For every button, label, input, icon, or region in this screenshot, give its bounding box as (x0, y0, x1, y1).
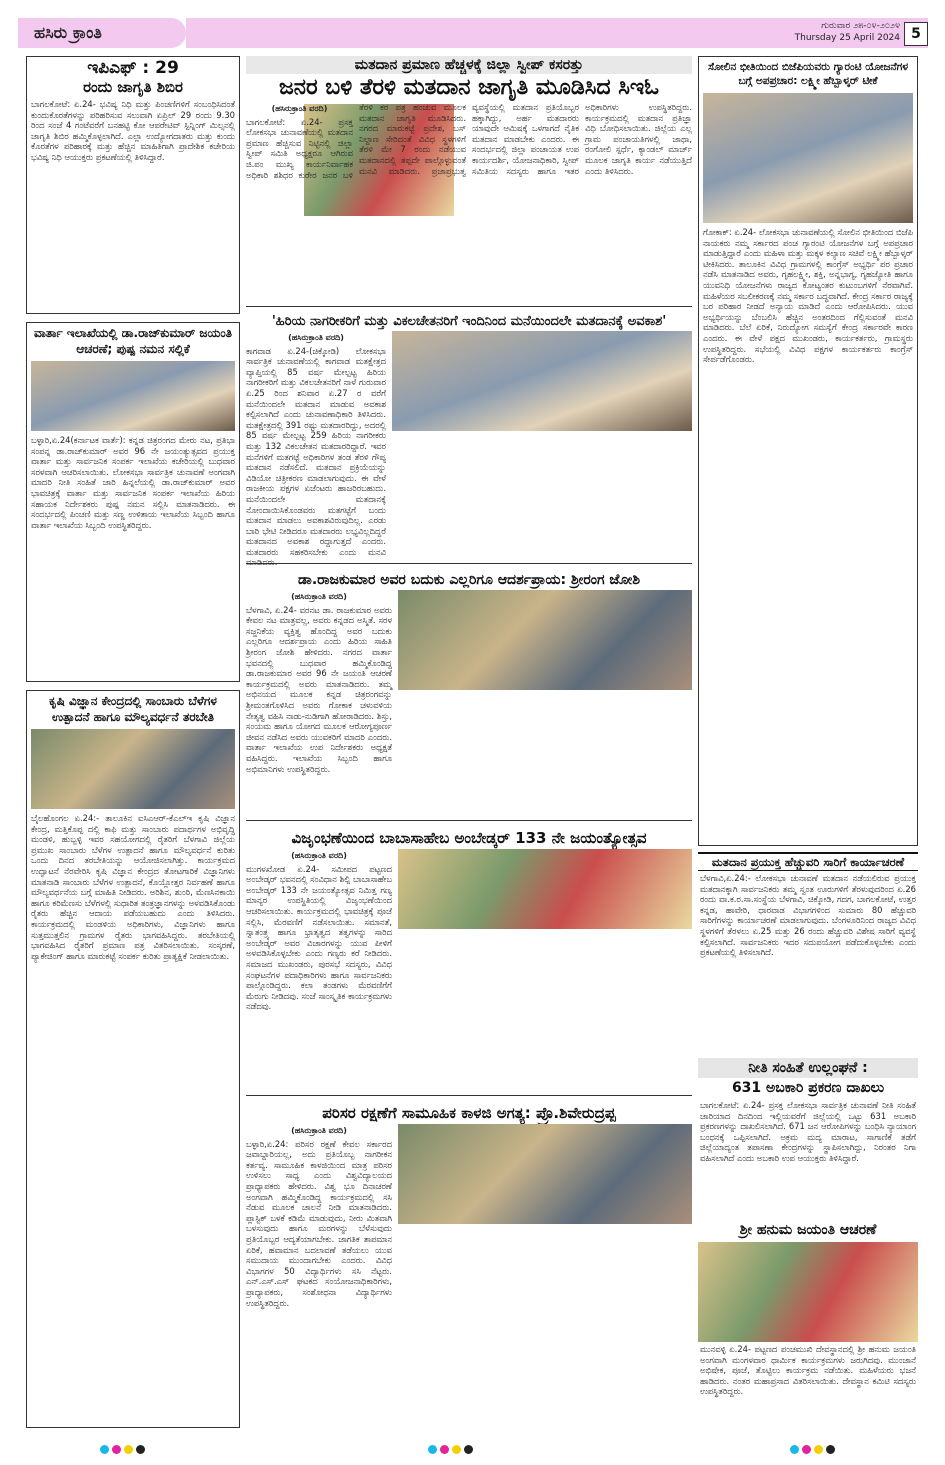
header-band (186, 18, 928, 48)
bus-story (698, 852, 918, 1052)
hebbalkar-headline: ಸೋಲಿನ ಭೀತಿಯಿಂದ ಬಿಜೆಪಿಯವರು ಗ್ಯಾರಂಟಿ ಯೋಜನೆಗಳ ಬಗ್ಗೆ ಅಪಪ್ರಚಾರ: ಲಕ್ಷ್ಮೀ ಹೆಬ್ಬಾಳ್ಕರ್ ಟೀಕೆ (707, 61, 909, 87)
joshi-byline: (ಹಸಿರುಕ್ರಾಂತಿ ವರದಿ) (291, 592, 347, 601)
left-column (26, 56, 240, 1428)
environment-story (246, 1102, 692, 1402)
black-dot (826, 1445, 835, 1454)
hanuma-story (698, 1220, 918, 1422)
issue-date-kn: ಗುರುವಾರ ೨೫-೦೪-೨೦೨೪ (821, 21, 900, 31)
environment-body-wrap (246, 1124, 392, 1400)
rajkumar-info-story (26, 322, 240, 682)
ambedkar-body: ಮುಗಳಖೋಡ ಏ.24- ಸಮೀಪದ ಪಟ್ಟಣದ ಅಂಬೇಡ್ಕರ್ ಭವನದಲ್ಲಿ ಸಂವಿಧಾನ ಶಿಲ್ಪಿ ಬಾಬಾಸಾಹೇಬ ಅಂಬೇಡ್ಕರ್ 133 ನೇ ಜಯಂತ್ಯೋತ್ಸವ ನಿಮಿತ್ತ ಗಣ್ಯ ಮಾನ್ಯರ ಉಪಸ್ಥಿತಿಯಲ್ಲಿ ವಿಜೃಂಭಣೆಯಿಂದ ಆಚರಿಸಲಾಯಿತು. ಕಾರ್ಯಕ್ರಮದಲ್ಲಿ ಭಾವಚಿತ್ರಕ್ಕೆ ಪೂಜೆ ಸಲ್ಲಿಸಿ, ಮೆರವಣಿಗೆ ನಡೆಸಲಾಯಿತು. ಸಮಾನತೆ, ಸ್ವಾತಂತ್ರ್ಯ ಹಾಗೂ ಭ್ರಾತೃತ್ವದ ತತ್ವಗಳನ್ನು ಸಾರಿದ ಅಂಬೇಡ್ಕರ್ ಅವರ ವಿಚಾರಗಳನ್ನು ಯುವ ಪೀಳಿಗೆ ಅಳವಡಿಸಿಕೊಳ್ಳಬೇಕು ಎಂದು ಗಣ್ಯರು ಕರೆ ನೀಡಿದರು. ಸಮಾಜದ ಮುಖಂಡರು, ಪುರಸಭೆ ಸದಸ್ಯರು, ವಿವಿಧ ಸಂಘಟನೆಗಳ ಪದಾಧಿಕಾರಿಗಳು ಹಾಗೂ ಸಾರ್ವಜನಿಕರು ಪಾಲ್ಗೊಂಡಿದ್ದರು. ಕಲಾ ತಂಡಗಳು ಮೆರವಣಿಗೆಗೆ ಮೆರುಗು ನೀಡಿದವು. ಸಂಜೆ ಸಾಂಸ್ಕೃತಿಕ ಕಾರ್ಯಕ್ರಮಗಳು ನಡೆದವು. (246, 863, 392, 1012)
magenta-dot (440, 1445, 449, 1454)
black-dot (464, 1445, 473, 1454)
bus-headline: ಮತದಾನ ಪ್ರಯುಕ್ತ ಹೆಚ್ಚುವರಿ ಸಾರಿಗೆ ಕಾರ್ಯಾಚರಣೆ (698, 852, 918, 871)
right-column (698, 56, 918, 1428)
kvk-story (26, 690, 240, 1428)
environment-photo (398, 1124, 692, 1224)
joshi-body: ಬೆಳಗಾವಿ, ಏ.24- ವರನಟ ಡಾ. ರಾಜಕುಮಾರ ಅವರು ಕೇವಲ ನಟ ಮಾತ್ರವಲ್ಲ, ಅವರು ಕನ್ನಡದ ಅಸ್ಮಿತೆ. ಸರಳ ಸಜ್ಜನಿಕೆಯ ವ್ಯಕ್ತಿತ್ವ ಹೊಂದಿದ್ದ ಅವರ ಬದುಕು ಎಲ್ಲರಿಗೂ ಆದರ್ಶಪ್ರಾಯ ಎಂದು ಹಿರಿಯ ಸಾಹಿತಿ ಶ್ರೀರಂಗ ಜೋಶಿ ಹೇಳಿದರು. ನಗರದ ವಾರ್ತಾ ಭವನದಲ್ಲಿ ಬುಧವಾರ ಹಮ್ಮಿಕೊಂಡಿದ್ದ ಡಾ.ರಾಜಕುಮಾರ ಅವರ 96 ನೇ ಜಯಂತಿ ಆಚರಣೆ ಕಾರ್ಯಕ್ರಮದಲ್ಲಿ ಅವರು ಮಾತನಾಡಿದರು. ತಮ್ಮ ಅಭಿನಯದ ಮೂಲಕ ಕನ್ನಡ ಚಿತ್ರರಂಗವನ್ನು ಶ್ರೀಮಂತಗೊಳಿಸಿದ ಅವರು ಗೋಕಾಕ ಚಳುವಳಿಯ ನೇತೃತ್ವ ವಹಿಸಿ ನಾಡು-ನುಡಿಗಾಗಿ ಹೋರಾಡಿದರು. ಶಿಸ್ತು, ಸಂಯಮ ಹಾಗೂ ಯೋಗದ ಮೂಲಕ ಆರೋಗ್ಯಪೂರ್ಣ ಜೀವನ ನಡೆಸಿದ ಅವರು ಯುವಕರಿಗೆ ಮಾದರಿ ಎಂದರು. ವಾರ್ತಾ ಇಲಾಖೆಯ ಉಪ ನಿರ್ದೇಶಕರು ಅಧ್ಯಕ್ಷತೆ ವಹಿಸಿದ್ದರು. ಇಲಾಖೆಯ ಸಿಬ್ಬಂದಿ ಹಾಗೂ ಅಭಿಮಾನಿಗಳು ಉಪಸ್ಥಿತರಿದ್ದರು. (246, 604, 392, 774)
ambedkar-story (246, 827, 692, 1096)
cyan-dot (428, 1445, 437, 1454)
cyan-dot (790, 1445, 799, 1454)
page-number: 5 (904, 22, 928, 46)
home-voting-photo (392, 331, 692, 431)
kvk-body: ಬೈಲಹೊಂಗಲ ಏ.24:- ತಾಲೂಕಿನ ಐಸಿಎಆರ್-ಕೆಎಲ್‍ಇ ಕೃಷಿ ವಿಜ್ಞಾನ ಕೇಂದ್ರ, ಮತ್ತಿಕೊಪ್ಪ ದಲ್ಲಿ ಕಾಫಿ ಮತ್ತು ಸಾಂಬಾರು ಪದಾರ್ಥಗಳ ಅಭಿವೃದ್ಧಿ ಮಂಡಳಿ, ಹುಬ್ಬಳ್ಳಿ ಇವರ ಸಹಯೋಗದಲ್ಲಿ ರೈತರಿಗೆ ಬೆಳಗಾವಿ ಜಿಲ್ಲೆಯ ಪ್ರಮುಖ ಸಾಂಬಾರು ಬೆಳೆಗಳ ಉತ್ಪಾದನೆ ಹಾಗೂ ಮೌಲ್ಯವರ್ಧನೆ ಕುರಿತು ಒಂದು ದಿನದ ತರಬೇತಿಯನ್ನು ಆಯೋಜಿಸಲಾಗಿತ್ತು. ಕಾರ್ಯಕ್ರಮದ ಉದ್ಘಾಟನೆ ನೆರವೇರಿಸಿ ಕೃಷಿ ವಿಜ್ಞಾನ ಕೇಂದ್ರದ ತೋಟಗಾರಿಕೆ ವಿಜ್ಞಾನಿಗಳು ಮಾತನಾಡಿ ಸಾಂಬಾರು ಬೆಳೆಗಳ ಉತ್ಪಾದನೆ, ಕೊಯ್ಲೋತ್ತರ ನಿರ್ವಹಣೆ ಹಾಗೂ ಮೌಲ್ಯವರ್ಧನೆಯ ಬಗ್ಗೆ ಮಾಹಿತಿ ನೀಡಿದರು. ಅರಿಶಿನ, ಶುಂಠಿ, ಮೆಣಸಿನಕಾಯಿ ಹಾಗೂ ಕರಿಮೆಣಸು ಬೆಳೆಗಳಲ್ಲಿ ಸುಧಾರಿತ ತಂತ್ರಜ್ಞಾನಗಳನ್ನು ಅಳವಡಿಸಿಕೊಂಡು ರೈತರು ಹೆಚ್ಚಿನ ಆದಾಯ ಪಡೆಯಬಹುದು ಎಂದು ತಿಳಿಸಿದರು. ಕಾರ್ಯಕ್ರಮದಲ್ಲಿ ಮಂಡಳಿಯ ಅಧಿಕಾರಿಗಳು, ವಿಜ್ಞಾನಿಗಳು ಹಾಗೂ ಸುತ್ತಮುತ್ತಲಿನ ಗ್ರಾಮಗಳ ರೈತರು ಭಾಗವಹಿಸಿದ್ದರು. ತರಬೇತಿಯಲ್ಲಿ ಭಾಗವಹಿಸಿದ ರೈತರಿಗೆ ಪ್ರಮಾಣ ಪತ್ರ ವಿತರಿಸಲಾಯಿತು. ಸಂಸ್ಕರಣೆ, ಪ್ಯಾಕೇಜಿಂಗ್ ಹಾಗೂ ಮಾರುಕಟ್ಟೆ ಸಂಪರ್ಕ ಕುರಿತು ಪ್ರಾತ್ಯಕ್ಷಿಕೆ ನೀಡಲಾಯಿತು. (31, 813, 235, 961)
hebbalkar-photo (703, 93, 913, 223)
ambedkar-photo (398, 849, 692, 929)
sveep-body-wrap (246, 102, 692, 298)
center-column (246, 56, 692, 1428)
hanuma-headline: ಶ್ರೀ ಹನುಮ ಜಯಂತಿ ಆಚರಣೆ (739, 1222, 877, 1238)
joshi-photo (398, 590, 692, 690)
ambedkar-body-wrap (246, 849, 392, 1089)
sveep-body: ಬಾಗಲಕೋಟೆ: ಏ.24- ಪ್ರಸಕ್ತ ಲೋಕಸಭಾ ಚುನಾವಣೆಯಲ್ಲಿ ಮತದಾನ ಪ್ರಮಾಣ ಹೆಚ್ಚಿಸುವ ನಿಟ್ಟಿನಲ್ಲಿ ಜಿಲ್ಲಾ ಸ್ವೀಪ್ ಸಮಿತಿ ಅಧ್ಯಕ್ಷರೂ ಆಗಿರುವ ಜಿ.ಪಂ ಮುಖ್ಯ ಕಾರ್ಯನಿರ್ವಾಹಕ ಅಧಿಕಾರಿ ಶಶಿಧರ ಕುರೇರ ಜನರ ಬಳಿ ತೆರಳಿ ಕರ ಪತ್ರ ಹಂಚುವ ಮೂಲಕ ಮತದಾನ ಜಾಗೃತಿ ಮೂಡಿಸಿದರು. ನಗರದ ಮಾರುಕಟ್ಟೆ ಪ್ರದೇಶ, ಬಸ್ ನಿಲ್ದಾಣ ಸೇರಿದಂತೆ ವಿವಿಧ ಸ್ಥಳಗಳಿಗೆ ತೆರಳಿ ಮೇ 7 ರಂದು ನಡೆಯುವ ಮತದಾನದಲ್ಲಿ ತಪ್ಪದೇ ಪಾಲ್ಗೊಳ್ಳುವಂತೆ ಮನವಿ ಮಾಡಿದರು. ಪ್ರಜಾಪ್ರಭುತ್ವ ವ್ಯವಸ್ಥೆಯಲ್ಲಿ ಮತದಾನ ಪ್ರತಿಯೊಬ್ಬರ ಹಕ್ಕಾಗಿದ್ದು, ಅರ್ಹ ಮತದಾರರು ಯಾವುದೇ ಆಮಿಷಕ್ಕೆ ಒಳಗಾಗದೆ ನೈತಿಕ ಮತದಾನ ಮಾಡಬೇಕು ಎಂದರು. ಈ ಸಂದರ್ಭದಲ್ಲಿ ಜಿಲ್ಲಾ ಪಂಚಾಯತ ಉಪ ಕಾರ್ಯದರ್ಶಿ, ಯೋಜನಾಧಿಕಾರಿ, ಸ್ವೀಪ್ ಸಮಿತಿಯ ಸದಸ್ಯರು ಹಾಗೂ ಇತರ ಅಧಿಕಾರಿಗಳು ಉಪಸ್ಥಿತರಿದ್ದರು. ಕಾರ್ಯಕ್ರಮದಲ್ಲಿ ಮತದಾನ ಪ್ರತಿಜ್ಞಾ ವಿಧಿ ಬೋಧಿಸಲಾಯಿತು. ಜಿಲ್ಲೆಯ ಎಲ್ಲ ಗ್ರಾಮ ಪಂಚಾಯತಿಗಳಲ್ಲಿ ಜಾಥಾ, ರಂಗೋಲಿ ಸ್ಪರ್ಧೆ, ಕ್ಯಾಂಡಲ್ ಮಾರ್ಚ್ ಮೂಲಕ ಜಾಗೃತಿ ಕಾರ್ಯ ನಡೆಯುತ್ತಿದೆ ಎಂದು ತಿಳಿಸಿದರು. (246, 102, 692, 180)
masthead (18, 18, 186, 48)
home-voting-body: ಕಾಗವಾಡ ಏ.24-(ಚಿಕ್ಕೋಡಿ) ಲೋಕಸಭಾ ಸಾರ್ವತ್ರಿಕ ಚುನಾವಣೆಯಲ್ಲಿ ಕಾಗವಾಡ ಮತಕ್ಷೇತ್ರದ ವ್ಯಾಪ್ತಿಯಲ್ಲಿ 85 ವರ್ಷ ಮೇಲ್ಪಟ್ಟ ಹಿರಿಯ ನಾಗರೀಕರಿಗೆ ಮತ್ತು ವಿಕಲಚೇತನರಿಗೆ ನಾಳೆ ಗುರುವಾರ ಏ.25 ರಿಂದ ಶನಿವಾರ ಏ.27 ರ ವರೆಗೆ ಮನೆಯಿಂದಲೇ ಮತದಾನ ಮಾಡುವ ಅವಕಾಶ ಕಲ್ಪಿಸಲಾಗಿದೆ ಎಂದು ಚುನಾವಣಾಧಿಕಾರಿ ತಿಳಿಸಿದರು. ಮತಕ್ಷೇತ್ರದಲ್ಲಿ 391 ರಷ್ಟು ಮತದಾರರಿದ್ದು, ಅದರಲ್ಲಿ 85 ವರ್ಷ ಮೇಲ್ಪಟ್ಟ 259 ಹಿರಿಯ ನಾಗರೀಕರು ಮತ್ತು 132 ವಿಕಲಚೇತನ ಮತದಾರರಿದ್ದಾರೆ. ಇವರ ಮನೆಗಳಿಗೆ ಮತಗಟ್ಟೆ ಅಧಿಕಾರಿಗಳ ತಂಡ ತೆರಳಿ ಗೌಪ್ಯ ಮತದಾನ ನಡೆಸಲಿದೆ. ಮತದಾನ ಪ್ರಕ್ರಿಯೆಯನ್ನು ವಿಡಿಯೋ ಚಿತ್ರೀಕರಣ ಮಾಡಲಾಗುವುದು. ಈ ವೇಳೆ ರಾಜಕೀಯ ಪಕ್ಷಗಳ ಏಜೆಂಟರು ಹಾಜರಿರಬಹುದು. ಮನೆಯಿಂದಲೇ ಮತದಾನಕ್ಕೆ ನೋಂದಾಯಿಸಿಕೊಂಡವರು ಮತಗಟ್ಟೆಗೆ ಬಂದು ಮತದಾನ ಮಾಡಲು ಅವಕಾಶವಿರುವುದಿಲ್ಲ. ಎರಡು ಬಾರಿ ಭೇಟಿ ನೀಡಿದರೂ ಮತದಾರರು ಲಭ್ಯವಿಲ್ಲದಿದ್ದರೆ ಮತದಾನದ ಅವಕಾಶ ರದ್ದಾಗುತ್ತದೆ ಎಂದರು. ಮತದಾರರು ಸಹಕರಿಸಬೇಕು ಎಂದು ಮನವಿ ಮಾಡಿದರು. (246, 345, 386, 568)
joshi-body-wrap (246, 590, 392, 814)
home-voting-byline: (ಹಸಿರುಕ್ರಾಂತಿ ವರದಿ) (288, 333, 344, 342)
epf-headline: ಇಪಿಎಫ್ : 29 (87, 58, 179, 78)
excise-subheadline: 631 ಅಬಕಾರಿ ಪ್ರಕರಣ ದಾಖಲು (731, 1080, 885, 1096)
page-header (18, 18, 928, 48)
environment-byline: (ಹಸಿರುಕ್ರಾಂತಿ ವರದಿ) (291, 1126, 347, 1135)
joshi-headline: ಡಾ.ರಾಜಕುಮಾರ ಅವರ ಬದುಕು ಎಲ್ಲರಿಗೂ ಆದರ್ಶಪ್ರಾಯ: ಶ್ರೀರಂಗ ಜೋಶಿ (298, 572, 640, 588)
excise-body: ಬಾಗಲಕೋಟೆ: ಏ.24- ಪ್ರಸಕ್ತ ಲೋಕಸಭಾ ಸಾರ್ವತ್ರಿಕ ಚುನಾವಣೆ ನೀತಿ ಸಂಹಿತೆ ಜಾರಿಯಾದ ದಿನದಿಂದ ಇಲ್ಲಿಯವರೆಗೆ ಜಿಲ್ಲೆಯಲ್ಲಿ ಒಟ್ಟು 631 ಅಬಕಾರಿ ಪ್ರಕರಣಗಳನ್ನು ದಾಖಲಿಸಲಾಗಿದೆ. 671 ಜನ ಆರೋಪಿಗಳನ್ನು ಬಂಧಿಸಿ ನ್ಯಾಯಾಂಗ ಬಂಧನಕ್ಕೆ ಒಪ್ಪಿಸಲಾಗಿದೆ. ಅಕ್ರಮ ಮದ್ಯ ಮಾರಾಟ, ಸಾಗಾಣಿಕೆ ತಡೆಗೆ ಜಿಲ್ಲೆಯಾದ್ಯಂತ ತಪಾಸಣಾ ಕೇಂದ್ರಗಳನ್ನು ಸ್ಥಾಪಿಸಲಾಗಿದ್ದು, ನಿರಂತರ ನಿಗಾ ವಹಿಸಲಾಗಿದೆ ಎಂದು ಅಬಕಾರಿ ಉಪ ಆಯುಕ್ತರು ತಿಳಿಸಿದ್ದಾರೆ. (700, 1100, 916, 1163)
issue-date-en: Thursday 25 April 2024 (794, 33, 900, 43)
registration-dots-center (428, 1439, 476, 1449)
kvk-photo (31, 729, 235, 809)
hanuma-photo (698, 1242, 918, 1342)
environment-body: ಬಳ್ಳಾರಿ,ಏ.24: ಪರಿಸರ ರಕ್ಷಣೆ ಕೇವಲ ಸರ್ಕಾರದ ಜವಾಬ್ದಾರಿಯಲ್ಲ, ಅದು ಪ್ರತಿಯೊಬ್ಬ ನಾಗರೀಕನ ಕರ್ತವ್ಯ. ಸಾಮೂಹಿಕ ಕಾಳಜಿಯಿಂದ ಮಾತ್ರ ಪರಿಸರ ಉಳಿಸಲು ಸಾಧ್ಯ ಎಂದು ವಿಶ್ವವಿದ್ಯಾಲಯದ ಪ್ರಾಧ್ಯಾಪಕರು ಹೇಳಿದರು. ವಿಶ್ವ ಭೂ ದಿನಾಚರಣೆ ಅಂಗವಾಗಿ ಹಮ್ಮಿಕೊಂಡಿದ್ದ ಕಾರ್ಯಕ್ರಮದಲ್ಲಿ ಸಸಿ ನೆಡುವ ಮೂಲಕ ಚಾಲನೆ ನೀಡಿ ಮಾತನಾಡಿದರು. ಪ್ಲಾಸ್ಟಿಕ್ ಬಳಕೆ ಕಡಿಮೆ ಮಾಡುವುದು, ನೀರು ಮಿತವಾಗಿ ಬಳಸುವುದು ಹಾಗೂ ಮರಗಳನ್ನು ಬೆಳೆಸುವುದು ಪ್ರತಿಯೊಬ್ಬರ ಆದ್ಯತೆಯಾಗಬೇಕು. ಜಾಗತಿಕ ತಾಪಮಾನ ಏರಿಕೆ, ಹವಾಮಾನ ಬದಲಾವಣೆ ತಡೆಯಲು ಯುವ ಸಮುದಾಯ ಮುಂದಾಗಬೇಕು ಎಂದರು. ವಿವಿಧ ವಿಭಾಗಗಳ 50 ವಿದ್ಯಾರ್ಥಿಗಳು ಸಸಿ ನೆಟ್ಟರು. ಎನ್.ಎಸ್.ಎಸ್ ಘಟಕದ ಸಂಯೋಜನಾಧಿಕಾರಿಗಳು, ಪ್ರಾಧ್ಯಾಪಕರು, ಸಂಶೋಧನಾ ವಿದ್ಯಾರ್ಥಿಗಳು ಉಪಸ್ಥಿತರಿದ್ದರು. (246, 1138, 392, 1308)
rajkumar-info-body: ಬಳ್ಳಾರಿ,ಏ.24(ಕರ್ನಾಟಕ ವಾರ್ತೆ): ಕನ್ನಡ ಚಿತ್ರರಂಗದ ಮೇರು ನಟ, ಪ್ರತಿಭಾ ಸಂಪನ್ನ ಡಾ.ರಾಜ್‍ಕುಮಾರ್ ಅವರ 96 ನೇ ಜಯಂತ್ಯುತ್ಸವದ ಪ್ರಯುಕ್ತ ವಾರ್ತಾ ಮತ್ತು ಸಾರ್ವಜನಿಕ ಸಂಪರ್ಕ ಇಲಾಖೆಯ ಕಚೇರಿಯಲ್ಲಿ ಬುಧವಾರ ಸರಳವಾಗಿ ಆಚರಿಸಲಾಯಿತು. ಲೋಕಸಭಾ ಸಾರ್ವತ್ರಿಕ ಚುನಾವಣೆ ಅಂಗವಾಗಿ ಮಾದರಿ ನೀತಿ ಸಂಹಿತೆ ಜಾರಿ ಹಿನ್ನಲೆಯಲ್ಲಿ ಡಾ.ರಾಜ್‍ಕುಮಾರ್ ಅವರ ಭಾವಚಿತ್ರಕ್ಕೆ ವಾರ್ತಾ ಮತ್ತು ಸಾರ್ವಜನಿಕ ಸಂಪರ್ಕ ಇಲಾಖೆಯ ಹಿರಿಯ ಸಹಾಯಕ ನಿರ್ದೇಶಕರು ಪುಷ್ಪ ನಮನ ಸಲ್ಲಿಸಿ ಮಾತನಾಡಿದರು. ಈ ಸಂದರ್ಭದಲ್ಲಿ ಪಿಂಚಣಿ ಮತ್ತು ಸಣ್ಣ ಉಳಿತಾಯ ಇಲಾಖೆಯ ಸಿಬ್ಬಂದಿ ಹಾಗೂ ವಾರ್ತಾ ಇಲಾಖೆಯ ಸಿಬ್ಬಂದಿ ಉಪಸ್ಥಿತರಿದ್ದರು. (31, 435, 235, 530)
hebbalkar-story (698, 56, 918, 846)
home-voting-headline: 'ಹಿರಿಯ ನಾಗರೀಕರಿಗೆ ಮತ್ತು ವಿಕಲಚೇತನರಿಗೆ ಇಂದಿನಿಂದ ಮನೆಯಿಂದಲೇ ಮತದಾನಕ್ಕೆ ಅವಕಾಶ' (271, 314, 667, 329)
ambedkar-headline: ವಿಜೃಂಭಣೆಯಿಂದ ಬಾಬಾಸಾಹೇಬ ಅಂಬೇಡ್ಕರ್ 133 ನೇ ಜಯಂತ್ಯೋತ್ಸವ (291, 829, 647, 847)
masthead-title: ಹಸಿರು ಕ್ರಾಂತಿ (34, 23, 102, 42)
registration-dots-right (790, 1439, 838, 1449)
magenta-dot (802, 1445, 811, 1454)
sveep-headline: ಜನರ ಬಳಿ ತೆರಳಿ ಮತದಾನ ಜಾಗೃತಿ ಮೂಡಿಸಿದ ಸಿಇಓ (278, 75, 660, 100)
kvk-headline: ಕೃಷಿ ವಿಜ್ಞಾನ ಕೇಂದ್ರದಲ್ಲಿ ಸಾಂಬಾರು ಬೆಳೆಗಳ ಉತ್ಪಾದನೆ ಹಾಗೂ ಮೌಲ್ಯವರ್ಧನೆ ತರಬೇತಿ (49, 694, 217, 724)
hebbalkar-body: ಗೋಕಾಕ್: ಏ.24- ಲೋಕಸಭಾ ಚುನಾವಣೆಯಲ್ಲಿ ಸೋಲಿನ ಭೀತಿಯಿಂದ ಬಿಜೆಪಿ ನಾಯಕರು ನಮ್ಮ ಸರ್ಕಾರದ ಪಂಚ ಗ್ಯಾರಂಟಿ ಯೋಜನೆಗಳ ಬಗ್ಗೆ ಅಪಪ್ರಚಾರ ಮಾಡುತ್ತಿದ್ದಾರೆ ಎಂದು ಮಹಿಳಾ ಮತ್ತು ಮಕ್ಕಳ ಕಲ್ಯಾಣ ಸಚಿವೆ ಲಕ್ಷ್ಮೀ ಹೆಬ್ಬಾಳ್ಕರ್ ಟೀಕಿಸಿದರು. ತಾಲೂಕಿನ ವಿವಿಧ ಗ್ರಾಮಗಳಲ್ಲಿ ಕಾಂಗ್ರೆಸ್ ಅಭ್ಯರ್ಥಿ ಪರ ಪ್ರಚಾರ ನಡೆಸಿ ಮಾತನಾಡಿದ ಅವರು, ಗೃಹಲಕ್ಷ್ಮೀ, ಶಕ್ತಿ, ಅನ್ನಭಾಗ್ಯ, ಗೃಹಜ್ಯೋತಿ ಹಾಗೂ ಯುವನಿಧಿ ಯೋಜನೆಗಳು ರಾಜ್ಯದ ಕೋಟ್ಯಂತರ ಕುಟುಂಬಗಳಿಗೆ ನೆರವಾಗಿವೆ. ಮಹಿಳೆಯರ ಸಬಲೀಕರಣಕ್ಕೆ ನಮ್ಮ ಸರ್ಕಾರ ಬದ್ಧವಾಗಿದೆ. ಕೇಂದ್ರ ಸರ್ಕಾರ ರಾಜ್ಯಕ್ಕೆ ಬರ ಪರಿಹಾರ ನೀಡದೆ ಅನ್ಯಾಯ ಮಾಡಿದೆ ಎಂದು ಆರೋಪಿಸಿದರು. ಯುವ ಅಭ್ಯರ್ಥಿಯನ್ನು ಬೆಂಬಲಿಸಿ ಹೆಚ್ಚಿನ ಅಂತರದಿಂದ ಗೆಲ್ಲಿಸುವಂತೆ ಮನವಿ ಮಾಡಿದರು. ಬೆಲೆ ಏರಿಕೆ, ನಿರುದ್ಯೋಗ ಸಮಸ್ಯೆಗೆ ಕೇಂದ್ರ ಸರ್ಕಾರವೇ ಕಾರಣ ಎಂದರು. ಈ ವೇಳೆ ಪಕ್ಷದ ಮುಖಂಡರು, ಕಾರ್ಯಕರ್ತರು, ಗ್ರಾಮಸ್ಥರು ಉಪಸ್ಥಿತರಿದ್ದರು. ಸಭೆಯಲ್ಲಿ ವಿವಿಧ ಪಕ್ಷಗಳ ಕಾರ್ಯಕರ್ತರು ಕಾಂಗ್ರೆಸ್ ಸೇರ್ಪಡೆಗೊಂಡರು. (703, 227, 913, 365)
sveep-byline: (ಹಸಿರುಕ್ರಾಂತಿ ವರದಿ) (271, 104, 328, 113)
epf-subheadline: ರಂದು ಜಾಗೃತಿ ಶಿಬಿರ (83, 78, 183, 96)
yellow-dot (452, 1445, 461, 1454)
registration-dots-left (100, 1439, 148, 1449)
black-dot (136, 1445, 145, 1454)
rajkumar-info-headline: ವಾರ್ತಾ ಇಲಾಖೆಯಲ್ಲಿ ಡಾ.ರಾಜ್‍ಕುಮಾರ್ ಜಯಂತಿ ಆಚರಣೆ; ಪುಷ್ಪ ನಮನ ಸಲ್ಲಿಕೆ (33, 326, 233, 356)
excise-headline: ನೀತಿ ಸಂಹಿತೆ ಉಲ್ಲಂಘನೆ : (698, 1058, 918, 1078)
sveep-kicker: ಮತದಾನ ಪ್ರಮಾಣ ಹೆಚ್ಚಳಕ್ಕೆ ಜಿಲ್ಲಾ ಸ್ವೀಪ್ ಕಸರತ್ತು (246, 56, 692, 74)
issue-date (795, 20, 900, 44)
sveep-story (246, 56, 692, 307)
ambedkar-byline: (ಹಸಿರುಕ್ರಾಂತಿ ವರದಿ) (291, 851, 347, 860)
hanuma-body: ಮುನವಳ್ಳಿ ಏ.24- ಪಟ್ಟಣದ ಪಂಚಮುಖಿ ದೇವಸ್ಥಾನದಲ್ಲಿ ಶ್ರೀ ಹನುಮ ಜಯಂತಿ ಅಂಗವಾಗಿ ಮಂಗಳವಾರ ಧಾರ್ಮಿಕ ಕಾರ್ಯಕ್ರಮಗಳು ಜರುಗಿದವು. ಮುಂಜಾನೆ ಅಭಿಷೇಕ, ಪೂಜೆ, ತೊಟ್ಟಿಲು ಕಾರ್ಯಕ್ರಮ ನಡೆಯಿತು. ಮಹಿಳೆಯರು ಭಜನೆ ಹಾಡಿದರು. ನಂತರ ಮಹಾಪ್ರಸಾದ ವಿತರಿಸಲಾಯಿತು. ದೇವಸ್ಥಾನ ಕಮಿಟಿ ಸದಸ್ಯರು ಉಪಸ್ಥಿತರಿದ್ದರು. (700, 1344, 916, 1397)
home-voting-story (246, 313, 692, 568)
cyan-dot (100, 1445, 109, 1454)
yellow-dot (124, 1445, 133, 1454)
home-voting-body-wrap (246, 331, 386, 568)
rajkumar-info-photo (31, 361, 235, 431)
bus-body: ಬೆಳಗಾವಿ,ಏ.24:- ಲೋಕಸಭಾ ಚುನಾವಣೆ ಮತದಾನ ನಡೆಯಲಿರುವ ಪ್ರಯುಕ್ತ ಮತದಾನಕ್ಕಾಗಿ ಸಾರ್ವಜನಿಕರು ತಮ್ಮ ಸ್ವಂತ ಊರುಗಳಿಗೆ ತೆರಳುವುದರಿಂದ ಏ.26 ರಂದು ವಾ.ಕ.ರ.ಸಾ.ಸಂಸ್ಥೆಯ ಬೆಳಗಾವಿ, ಚಿಕ್ಕೋಡಿ, ಗದಗ, ಬಾಗಲಕೋಟೆ, ಉತ್ತರ ಕನ್ನಡ, ಹಾವೇರಿ, ಧಾರವಾಡ ವಿಭಾಗಗಳಿಂದ ಸುಮಾರು 80 ಹೆಚ್ಚುವರಿ ಸಾರಿಗೆಗಳನ್ನು ಕಾರ್ಯಾಚರಣೆ ಮಾಡಲಾಗುವುದು. ಬೆಂಗಳೂರಿನಿಂದ ರಾಜ್ಯದ ವಿವಿಧ ಸ್ಥಳಗಳಿಗೆ ತೆರಳಲು ಏ.25 ಮತ್ತು 26 ರಂದು ಹೆಚ್ಚುವರಿ ವಿಶೇಷ ಸಾರಿಗೆ ವ್ಯವಸ್ಥೆ ಕಲ್ಪಿಸಲಾಗಿದೆ. ಸಾರ್ವಜನಿಕರು ಇದರ ಸದುಪಯೋಗ ಪಡೆದುಕೊಳ್ಳಬೇಕು ಎಂದು ಪ್ರಕಟಣೆಯಲ್ಲಿ ತಿಳಿಸಲಾಗಿದೆ. (700, 873, 916, 958)
epf-body: ಬಾಗಲಕೋಟೆ: ಏ.24- ಭವಿಷ್ಯ ನಿಧಿ ಮತ್ತು ಪಿಂಚಣಿಗಳಿಗೆ ಸಂಬಂಧಿಸಿದಂತೆ ಕುಂದುಕೊರತೆಗಳನ್ನು ಪರಿಹರಿಸುವ ಸಲುವಾಗಿ ಏಪ್ರಿಲ್ 29 ರಂದು 9.30 ರಿಂದ ಸಂಜೆ 4 ಗಂಟೆವರೆಗೆ ಬನಹಟ್ಟಿ ಕೋ ಆಪರೇಟಿವ್ ಸ್ಪಿನ್ನಿಂಗ್ ಮಿಲ್ಸನಲ್ಲಿ ಜಾಗೃತಿ ಶಿಬಿರ ಹಮ್ಮಿಕೊಳ್ಳಲಾಗಿದೆ. ಎಲ್ಲಾ ಉದ್ಯೋಗದಾತರು ಮತ್ತು ಕುಂದು ಕೊರತೆಗಳ ಪರಿಹಾರಕ್ಕೆ ಮತ್ತು ಹೆಚ್ಚಿನ ಮಾಹಿತಿಗಾಗಿ ಪ್ರಾದೇಶಿಕ ಕಚೇರಿಯ ಭವಿಷ್ಯ ನಿಧಿ ಆಯುಕ್ತರು ಪ್ರಕಟಣೆಯಲ್ಲಿ ತಿಳಿಸಿದ್ದಾರೆ. (31, 99, 235, 162)
epf-story (26, 56, 240, 314)
magenta-dot (112, 1445, 121, 1454)
environment-headline: ಪರಿಸರ ರಕ್ಷಣೆಗೆ ಸಾಮೂಹಿಕ ಕಾಳಜಿ ಅಗತ್ಯ: ಪ್ರೊ.ಶಿವೇರುದ್ರಪ್ಪ (322, 1104, 616, 1122)
yellow-dot (814, 1445, 823, 1454)
excise-story (698, 1058, 918, 1214)
joshi-story (246, 570, 692, 821)
